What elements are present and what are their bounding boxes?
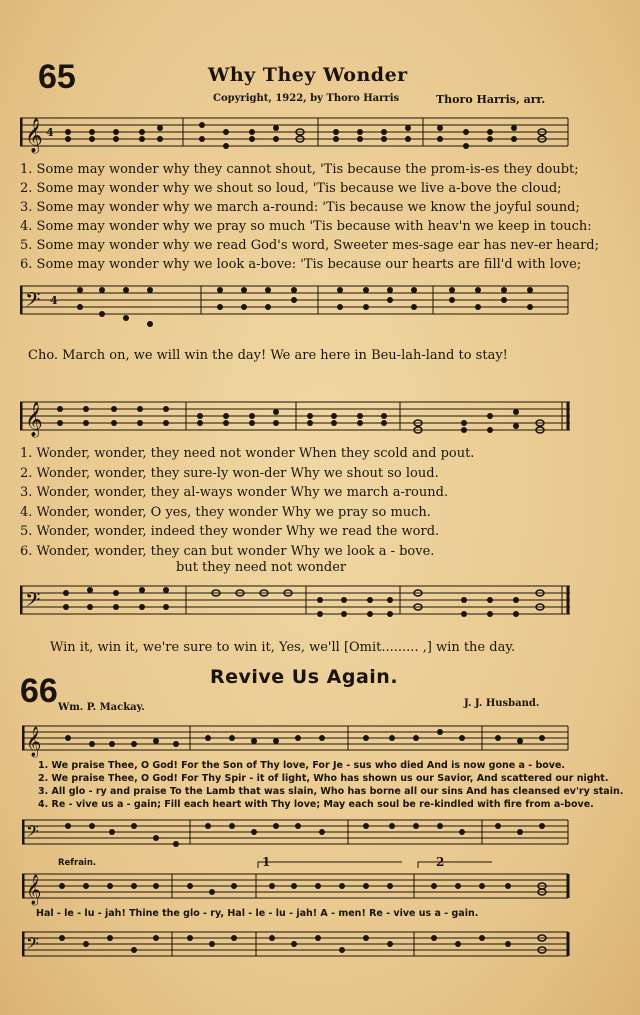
- verse-block-65b: [20, 446, 474, 563]
- svg-text:4: 4: [46, 126, 54, 139]
- composer-credit: J. J. Husband.: [464, 698, 540, 709]
- bass-staff-1: [20, 278, 572, 336]
- verse-line: 4. Re - vive us a - gain; Fill each heart with Thy love; May each soul be re-kindled with fire from a-bove.: [38, 799, 594, 810]
- refrain-lyric-line: Hal - le - lu - jah! Thine the glo - ry, Hal - le - lu - jah! A - men! Re - vive us a - gain.: [36, 908, 479, 919]
- refrain-label: Refrain.: [58, 858, 97, 868]
- svg-text:𝄢: 𝄢: [25, 288, 41, 316]
- svg-text:4: 4: [50, 294, 58, 307]
- verse-line: 3. All glo - ry and praise To the Lamb that was slain, Who has borne all our sins And has cleansed ev'ry stain.: [38, 786, 624, 797]
- svg-text:𝄢: 𝄢: [26, 933, 39, 957]
- verse-line: 3. Some may wonder why we march a-round: 'Tis because we know the joyful sound;: [20, 200, 580, 215]
- aside-lyric: but they need not wonder: [176, 560, 347, 575]
- verse-block-66: [38, 760, 623, 812]
- hymn-title-66: Revive Us Again.: [210, 666, 399, 688]
- verse-line: 4. Some may wonder why we pray so much 'Tis because with heav'n we keep in touch:: [20, 219, 592, 234]
- bass-staff-2: [20, 578, 572, 628]
- treble-staff-1: [20, 112, 572, 162]
- svg-text:𝄢: 𝄢: [25, 588, 41, 616]
- verse-line: 2. Wonder, wonder, they sure-ly won-der Why we shout so loud.: [20, 465, 439, 481]
- bass-staff-refrain: [22, 922, 574, 972]
- arranger-credit: Thoro Harris, arr.: [436, 93, 546, 106]
- svg-text:𝄞: 𝄞: [26, 727, 42, 757]
- verse-line: 2. We praise Thee, O God! For Thy Spir - it of light, Who has shown us our Savior, And scattered our night.: [38, 773, 609, 784]
- author-credit: Wm. P. Mackay.: [58, 702, 145, 713]
- svg-text:𝄢: 𝄢: [26, 821, 39, 845]
- verse-line: 6. Some may wonder why we look a-bove: 'Tis because our hearts are fill'd with love;: [20, 257, 582, 272]
- svg-text:𝄞: 𝄞: [25, 118, 43, 153]
- hymn-number-66: 66: [20, 672, 58, 710]
- verse-line: 1. Some may wonder why they cannot shout, 'Tis because the prom-is-es they doubt;: [20, 162, 579, 177]
- treble-staff-refrain: [22, 858, 574, 908]
- ending-2-label: 2: [436, 855, 445, 869]
- treble-staff-2: [20, 396, 572, 446]
- verse-line: 6. Wonder, wonder, they can but wonder Why we look a - bove.: [20, 543, 435, 559]
- verse-line: 1. Wonder, wonder, they need not wonder When they scold and pout.: [20, 446, 475, 461]
- chorus-lyric-line: Cho. March on, we will win the day! We are here in Beu-lah-land to stay!: [28, 348, 508, 363]
- closing-lyric-line: Win it, win it, we're sure to win it, Yes, we'll [Omit......... ,] win the day.: [50, 640, 516, 655]
- verse-line: 1. We praise Thee, O God! For the Son of Thy love, For Je - sus who died And is now gone a - bove.: [38, 760, 566, 771]
- verse-line: 3. Wonder, wonder, they al-ways wonder Why we march a-round.: [20, 485, 449, 500]
- treble-staff-3: [22, 712, 574, 760]
- copyright-notice: Copyright, 1922, by Thoro Harris: [213, 93, 400, 104]
- hymn-title-65: Why They Wonder: [208, 64, 408, 86]
- hymn-number-65: 65: [38, 58, 76, 96]
- svg-text:𝄞: 𝄞: [26, 875, 42, 905]
- verse-line: 5. Wonder, wonder, indeed they wonder Why we read the word.: [20, 524, 440, 539]
- verse-line: 5. Some may wonder why we read God's word, Sweeter mes-sage ear has nev-er heard;: [20, 238, 600, 253]
- verse-line: 4. Wonder, wonder, O yes, they wonder Why we pray so much.: [20, 504, 431, 520]
- bass-staff-3: [22, 812, 574, 856]
- verse-line: 2. Some may wonder why we shout so loud, 'Tis because we live a-bove the cloud;: [20, 181, 562, 196]
- ending-1-label: 1: [262, 855, 271, 869]
- svg-text:𝄞: 𝄞: [25, 402, 43, 437]
- verse-block-65a: [20, 162, 599, 276]
